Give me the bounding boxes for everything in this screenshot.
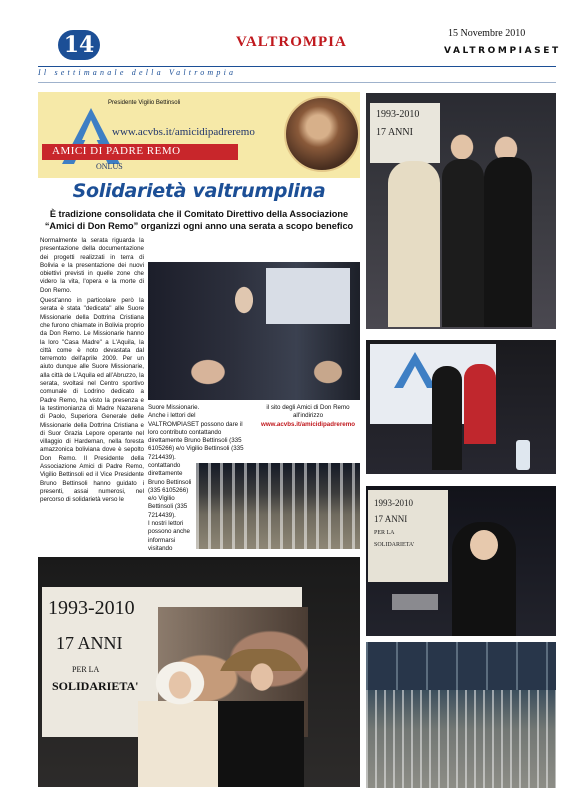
sign-anni: 17 ANNI	[376, 127, 413, 138]
photo-dinner-hall	[196, 463, 360, 549]
paragraph: Suore Missionarie. Anche i lettori del VALTROMPIASET possono dare il loro contributo contattando direttamente Bruno Bettinsoli (335 6105266) e/o Vigilio Bettinsoli (335 7214439).	[148, 404, 244, 460]
anniversary-sign	[370, 103, 440, 163]
sign-years: 1993-2010	[376, 109, 420, 120]
sign-anni: 17 ANNI	[374, 514, 408, 524]
nun-face	[470, 530, 498, 560]
article-column-1	[40, 237, 144, 507]
brand-name: VALTROMPIASET	[444, 46, 561, 56]
article-column-2-continued	[148, 462, 194, 520]
photo-nun-and-man	[366, 340, 556, 474]
anniversary-sign	[368, 490, 448, 582]
masthead: VALTROMPIA	[236, 34, 347, 50]
man-figure	[464, 364, 496, 444]
tagline: Il settimanale della Valtrompia	[38, 68, 237, 77]
page-number: 14	[58, 30, 100, 60]
poster-anni: 17 ANNI	[56, 633, 123, 653]
header-rule-secondary	[38, 82, 556, 83]
paragraph: Quest'anno in particolare però la serata è stata "dedicata" alle Suore Missionarie della Dottrina Cristiana che furono chiamate in Bolivia proprio da Don Remo. Le Missionarie hanno la loro "Casa Madre" a L'Aquila, la città come è noto devastata dal terremoto dell'aprile 2009. Per un aiuto dunque alle Suore Missionarie, alla città de L'Aquila ed all'Abruzzo, la serata, svoltasi nel Centro sportivo comunale di Lodrino dedicato a Padre Remo, ha visto la presenza e la testimonianza di Madre Nazarena di Paolo, Superiora Generale delle Missionarie della Dottrina Cristiana e di Suor Grazia Lepore operante nel villaggio di Hardeman, nella foresta amazzonica boliviana dove è sepolto Don Remo. Il Presidente della Associazione Amici di Padre Remo, Vigilio Bettinsoli ed il Vice Presidente Bruno Bettinsoli hanno guidato i presenti, assai numerosi, nel percorso di solidarietà verso le	[40, 297, 144, 504]
paragraph: I nostri lettori possono anche informarsi visitando	[148, 520, 190, 552]
banner-president: Presidente Vigilio Bettinsoli	[108, 100, 181, 106]
article-subhead: È tradizione consolidata che il Comitato Direttivo della Associazione “Amici di Don Remo” organizzi ogni anno una serata a scopo benefico	[44, 209, 354, 231]
water-jug	[516, 440, 530, 470]
banner-association-name: AMICI DI PADRE REMO	[52, 145, 181, 157]
paragraph: contattando direttamente Bruno Bettinsoli (335 6105266) e/o Vigilio Bettinsoli (335 7214439).	[148, 462, 192, 519]
site-intro: il sito degli Amici di Don Remo all'indirizzo	[266, 404, 350, 420]
article-column-2-end	[148, 520, 194, 556]
poster-solidarieta: SOLIDARIETA'	[52, 679, 139, 693]
paragraph: Normalmente la serata riguarda la presentazione della documentazione dei progetti realizzati in terra di Bolivia e la presentazione dei nuovi obiettivi previsti in quelle zone che videro la vita, l'opera e la morte di Don Remo.	[40, 237, 144, 294]
issue-date: 15 Novembre 2010	[448, 28, 526, 39]
banner-onlus: ONLUS	[96, 162, 123, 171]
article-column-2	[148, 404, 244, 460]
photo-sports-hall	[366, 642, 556, 788]
hall-roof	[366, 642, 556, 690]
photo-nun-speaking	[366, 486, 556, 636]
woman-figure	[442, 159, 484, 327]
nun-figure	[138, 661, 222, 787]
photo-speaker-nun	[148, 262, 360, 400]
poster-per-la: PER LA	[72, 665, 100, 674]
poster-years: 1993-2010	[48, 597, 135, 619]
association-banner	[38, 92, 360, 178]
sign-per-la: PER LA	[374, 530, 395, 536]
article-column-3	[254, 404, 362, 429]
projection-screen	[266, 268, 350, 324]
woman-figure	[218, 649, 304, 787]
nun-figure	[432, 366, 462, 470]
photo-two-women	[38, 557, 360, 787]
site-link[interactable]: www.acvbs.it/amicidipadreremo	[261, 420, 355, 428]
article-headline: Solidarietà valtrumplina	[72, 180, 326, 202]
nun-figure	[388, 161, 440, 327]
sign-solidarieta: SOLIDARIETA'	[374, 542, 415, 548]
banner-url[interactable]: www.acvbs.it/amicidipadreremo	[112, 126, 255, 138]
header-rule	[38, 66, 556, 67]
photo-three-women	[366, 93, 556, 329]
nun-figure	[484, 157, 532, 327]
projector	[392, 594, 438, 610]
padre-remo-portrait	[284, 96, 360, 172]
sign-years: 1993-2010	[374, 498, 413, 508]
